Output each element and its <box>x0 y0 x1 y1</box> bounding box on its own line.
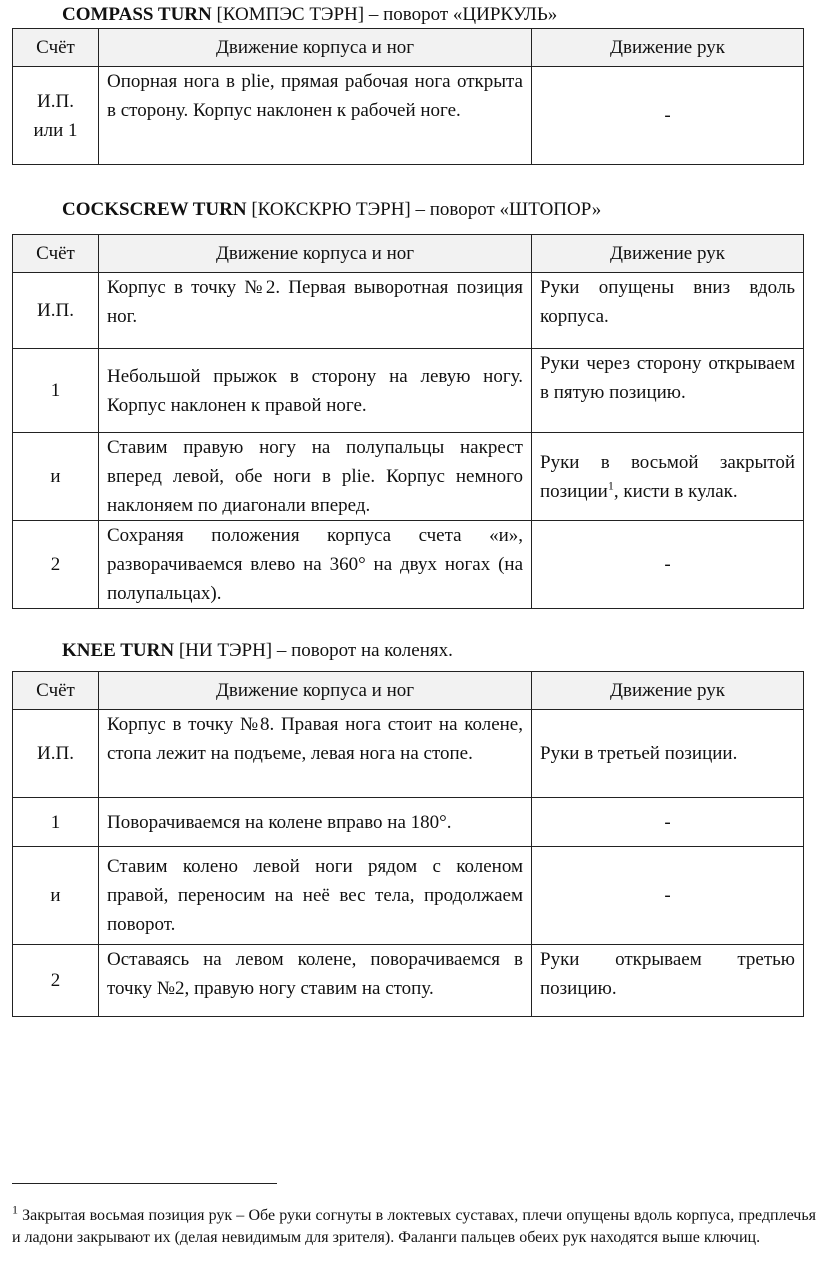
body-cell: Корпус в точку №8. Правая нога стоит на колене, стопа лежит на подъеме, левая нога на стопе. <box>99 710 532 798</box>
header-body: Движение корпуса и ног <box>99 672 532 710</box>
footnote-divider <box>12 1183 277 1184</box>
count-cell: И.П. <box>13 710 99 798</box>
section-title-rest: [КОМПЭС ТЭРН] – поворот «ЦИРКУЛЬ» <box>211 4 558 25</box>
body-cell: Ставим колено левой ноги рядом с коленом правой, переносим на неё вес тела, продолжаем поворот. <box>99 847 532 945</box>
table-row <box>13 273 804 349</box>
arms-text: Руки в восьмой закрытой позиции <box>540 451 795 502</box>
body-cell: Поворачиваемся на колене вправо на 180°. <box>99 798 532 847</box>
section-title-bold: KNEE TURN <box>62 640 175 661</box>
table-row <box>13 433 804 521</box>
arms-cell: - <box>532 67 804 165</box>
footnote-text: Закрытая восьмая позиция рук – Обе руки согнуты в локтевых суставах, плечи опущены вдоль корпуса, предплечья и ладони закрывают их (делая невидимым для зрителя). Фаланги пальцев обеих рук находятся выше ключиц. <box>12 1207 816 1246</box>
arms-cell: - <box>532 847 804 945</box>
arms-cell: Руки опущены вниз вдоль корпуса. <box>532 273 804 349</box>
table-row <box>13 67 804 165</box>
arms-text-after: , кисти в кулак. <box>613 480 738 502</box>
table-row <box>13 945 804 1017</box>
arms-cell: Руки в третьей позиции. <box>532 710 804 798</box>
header-body: Движение корпуса и ног <box>99 235 532 273</box>
table-header-row <box>13 235 804 273</box>
section-title-knee-turn <box>62 639 453 663</box>
table-row <box>13 349 804 433</box>
header-arms: Движение рук <box>532 672 804 710</box>
header-body: Движение корпуса и ног <box>99 29 532 67</box>
table-row <box>13 798 804 847</box>
count-cell: 1 <box>13 798 99 847</box>
footnote <box>12 1202 816 1249</box>
section-title-compass-turn <box>62 3 557 27</box>
count-cell <box>13 67 99 165</box>
count-text: И.П. или 1 <box>33 90 78 141</box>
section-title-rest: [НИ ТЭРН] – поворот на коленях. <box>174 640 453 661</box>
section-title-rest: [КОКСКРЮ ТЭРН] – поворот «ШТОПОР» <box>246 199 602 220</box>
table-row <box>13 521 804 609</box>
section-title-cockscrew-turn <box>62 198 601 222</box>
compass-turn-table <box>12 28 804 165</box>
section-title-bold: COMPASS TURN <box>62 4 212 25</box>
header-arms: Движение рук <box>532 29 804 67</box>
knee-turn-table <box>12 671 804 1017</box>
body-cell: Опорная нога в plie, прямая рабочая нога открыта в сторону. Корпус наклонен к рабочей ноге. <box>99 67 532 165</box>
count-cell: 2 <box>13 945 99 1017</box>
section-title-bold: COCKSCREW TURN <box>62 199 247 220</box>
table-row <box>13 710 804 798</box>
header-count: Счёт <box>13 29 99 67</box>
body-cell: Сохраняя положения корпуса счета «и», разворачиваемся влево на 360° на двух ногах (на полупальцах). <box>99 521 532 609</box>
arms-cell: - <box>532 521 804 609</box>
count-cell: 1 <box>13 349 99 433</box>
table-row <box>13 847 804 945</box>
body-cell: Оставаясь на левом колене, поворачиваемся в точку №2, правую ногу ставим на стопу. <box>99 945 532 1017</box>
count-cell: и <box>13 847 99 945</box>
header-arms: Движение рук <box>532 235 804 273</box>
count-cell: И.П. <box>13 273 99 349</box>
arms-cell: Руки открываем третью позицию. <box>532 945 804 1017</box>
count-cell: 2 <box>13 521 99 609</box>
body-cell: Небольшой прыжок в сторону на левую ногу. Корпус наклонен к правой ноге. <box>99 349 532 433</box>
body-cell: Ставим правую ногу на полупальцы накрест вперед левой, обе ноги в plie. Корпус немного наклоняем по диагонали вперед. <box>99 433 532 521</box>
header-count: Счёт <box>13 672 99 710</box>
body-cell: Корпус в точку №2. Первая выворотная позиция ног. <box>99 273 532 349</box>
table-header-row <box>13 29 804 67</box>
arms-cell: - <box>532 798 804 847</box>
footnote-reference: 1 <box>607 478 614 493</box>
arms-cell <box>532 433 804 521</box>
footnote-marker: 1 <box>12 1202 18 1217</box>
cockscrew-turn-table <box>12 234 804 609</box>
arms-cell: Руки через сторону открываем в пятую позицию. <box>532 349 804 433</box>
count-cell: и <box>13 433 99 521</box>
header-count: Счёт <box>13 235 99 273</box>
table-header-row <box>13 672 804 710</box>
